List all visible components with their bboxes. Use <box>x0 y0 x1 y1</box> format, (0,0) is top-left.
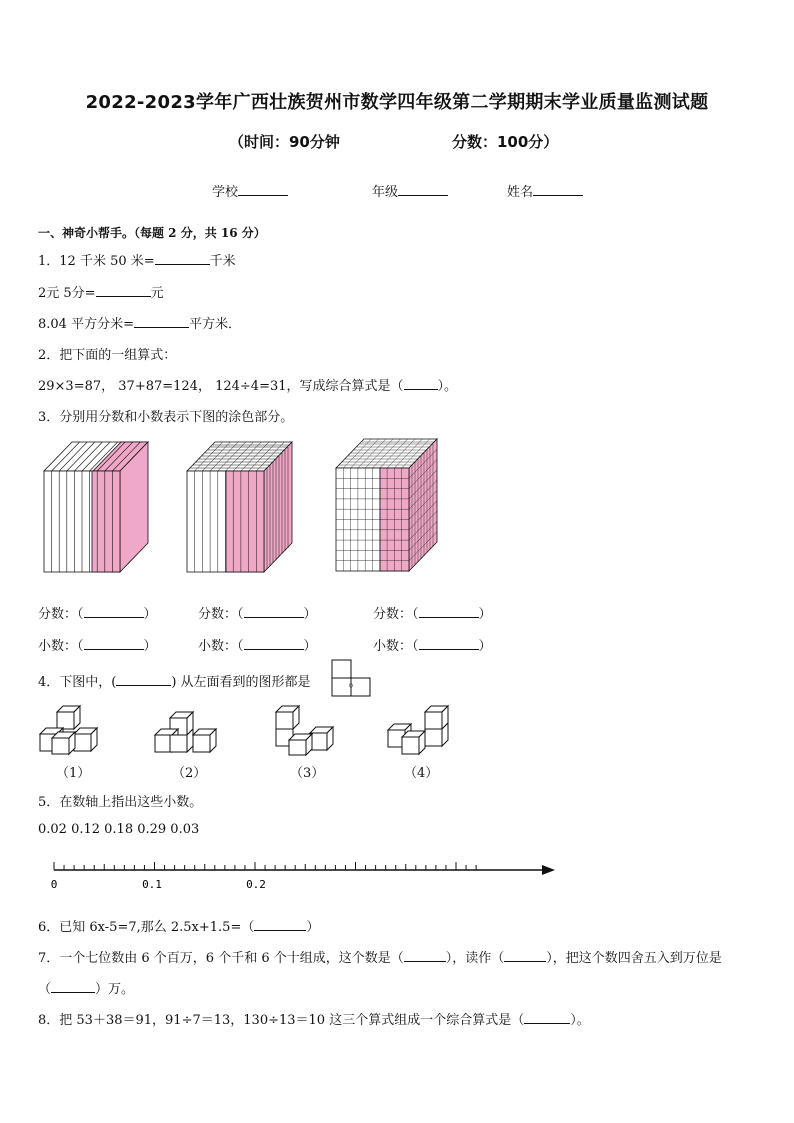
question-8: 8．把 53＋38＝91，91÷7＝13，130÷13＝10 这三个算式组成一个综合算式是（ ）。 <box>38 1013 590 1028</box>
answer-blank[interactable] <box>51 992 95 993</box>
axis-arrow <box>542 865 555 875</box>
fig2-decimal-answer[interactable]: 小数：（ ） <box>198 639 317 654</box>
answer-blank[interactable] <box>404 961 446 962</box>
question-2-line: 29×3=87， 37+87=124， 124÷4=31，写成综合算式是（ ）。 <box>38 379 458 394</box>
axis-label-0: 0 <box>50 878 58 891</box>
option-1-label[interactable]: （1） <box>56 766 91 781</box>
fig1-fraction-answer[interactable]: 分数：（ ） <box>38 607 157 622</box>
answer-blank[interactable] <box>254 930 306 931</box>
fig2-fraction-answer[interactable]: 分数：（ ） <box>198 607 317 622</box>
question-5-stem: 5．在数轴上指出这些小数。 <box>38 795 203 810</box>
fig3-decimal-answer[interactable]: 小数：（ ） <box>373 639 492 654</box>
question-1-line-3: 8.04 平方分米= 平方米． <box>38 317 241 332</box>
answer-blank[interactable] <box>524 1023 570 1024</box>
decimal-list: 0.02 0.12 0.18 0.29 0.03 <box>38 822 200 837</box>
answer-blank[interactable] <box>504 961 546 962</box>
option-2-label[interactable]: （2） <box>172 766 207 781</box>
question-4-stem: 4．下图中，( ) 从左面看到的图形都是 。 <box>38 675 362 690</box>
axis-label-0.2: 0.2 <box>246 878 266 891</box>
grade-label: 年级 <box>372 185 399 200</box>
axis-label-0.1: 0.1 <box>142 878 162 891</box>
exam-time: （时间：90分钟 <box>229 133 340 151</box>
question-3-stem: 3．分别用分数和小数表示下图的涂色部分。 <box>38 410 294 425</box>
school-label: 学校 <box>212 185 239 200</box>
question-1-line-2: 2元 5分= 元 <box>38 286 164 301</box>
question-7-line-1: 7．一个七位数由 6 个百万，6 个千和 6 个十组成，这个数是（ ），读作（ ），把这个数四舍五入到万位是 <box>38 951 722 966</box>
fig1-decimal-answer[interactable]: 小数：（ ） <box>38 639 157 654</box>
option-4-label[interactable]: （4） <box>404 766 439 781</box>
page-title: 2022-2023学年广西壮族贺州市数学四年级第二学期期末学业质量监测试题 <box>85 92 709 113</box>
question-6: 6．已知 6x-5=7,那么 2.5x+1.5=（ ） <box>38 920 320 935</box>
question-7-line-2: （ ）万。 <box>38 982 135 997</box>
fig3-fraction-answer[interactable]: 分数：（ ） <box>373 607 492 622</box>
question-1-line-1: 1．12 千米 50 米= 千米 <box>38 254 236 269</box>
option-3-label[interactable]: （3） <box>290 766 325 781</box>
exam-score: 分数：100分） <box>452 133 559 151</box>
name-label: 姓名 <box>507 185 534 200</box>
question-2-stem: 2．把下面的一组算式： <box>38 348 177 363</box>
section-heading: 一、神奇小帮手。（每题 2 分，共 16 分） <box>38 226 266 240</box>
